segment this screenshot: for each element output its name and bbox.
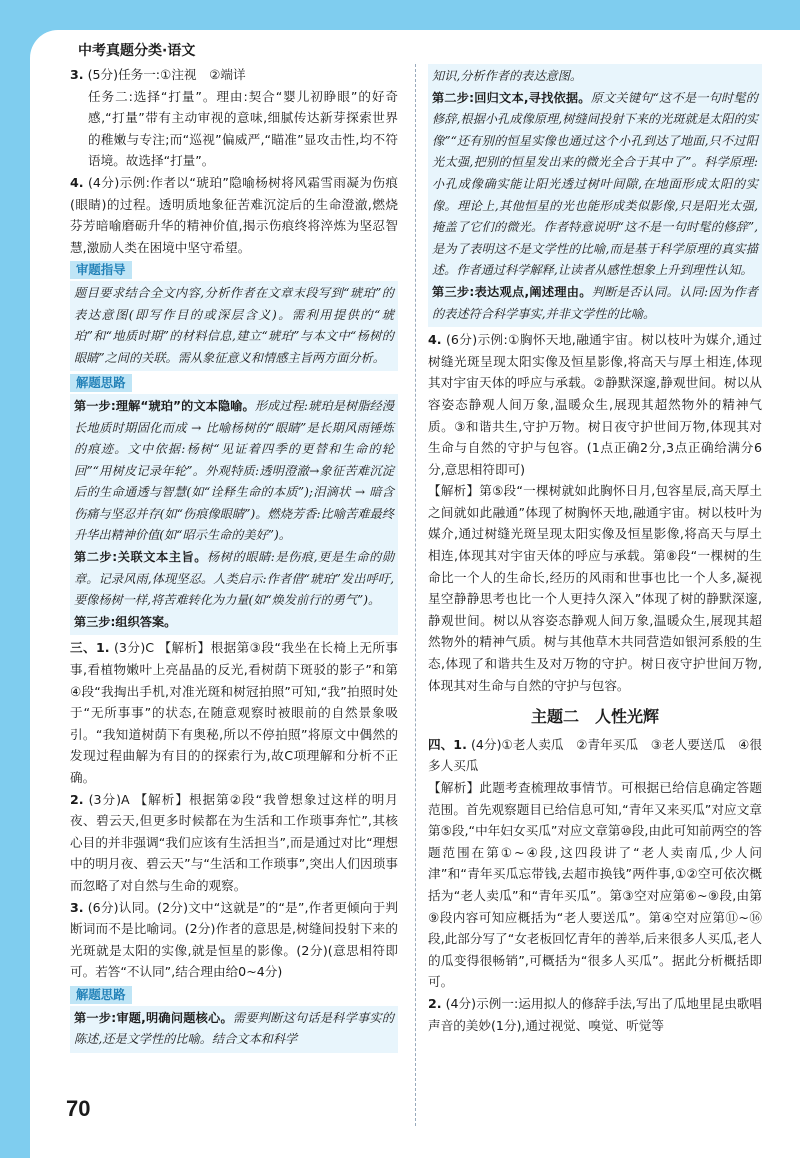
question-number: 3. xyxy=(70,899,84,915)
left-column xyxy=(70,64,398,1053)
steps-box xyxy=(70,1006,398,1053)
answer-text: (6分)示例:①胸怀天地,融通宇宙。树以枝叶为媒介,通过树缝光斑呈现太阳实像及恒星影像,将高天与厚土相连,体现其对宇宙天体的呼应与承载。②静默深邃,静观世间。树以从容姿态静观人间万象,温暖众生,展现其超然物外的精神气质。③和谐共生,守护万物。树日夜守护世间万物,体现其对生命与自然的守护与包容。(1点正确2分,3点正确给满分6分,意思相符即可) xyxy=(428,332,762,477)
guide-box: 题目要求结合全文内容,分析作者在文章末段写到“琥珀”的表达意图(即写作目的或深层含义)。需利用提供的“琥珀”和“地质时期”的材料信息,建立“琥珀”与本文中“杨树的眼睛”之间的关联。需从象征意义和情感主旨两方面分析。 xyxy=(70,281,398,371)
topic-title: 主题二 人性光辉 xyxy=(530,707,659,727)
question-number: 四、1. xyxy=(428,736,467,752)
step-text: 需要判断这句话是科学事实的陈述,还是文学性的比喻。结合文本和科学 xyxy=(74,1010,394,1047)
answer-text: (5分)任务一:①注视 ②端详 xyxy=(87,67,246,82)
steps-tag: 解题思路 xyxy=(70,986,132,1004)
question-number: 2. xyxy=(428,995,442,1011)
step-text: 杨树的眼睛:是伤痕,更是生命的勋章。记录风雨,体现坚忍。人类启示:作者借“琥珀”发出呼吁,要像杨树一样,将苦难转化为力量(如“焕发前行的勇气”)。 xyxy=(74,550,395,608)
answer-text: (4分)示例:作者以“琥珀”隐喻杨树将风霜雪雨凝为伤痕(眼睛)的过程。透明质地象征苦难沉淀后的生命澄澈,燃烧芬芳暗喻磨砺升华的精神价值,揭示伤痕终将淬炼为坚忍智慧,激励人类在困境中坚守希望。 xyxy=(70,174,398,255)
answer-item xyxy=(428,993,762,1036)
right-column xyxy=(428,64,762,1036)
question-number: 三、1. xyxy=(70,640,110,656)
answer-page xyxy=(30,30,800,1158)
step-text: 形成过程:琥珀是树脂经漫长地质时期固化而成 → 比喻杨树的“眼睛”是长期风雨锤炼的痕迹。文中依据:杨树“见证着四季的更替和生命的轮回”“用树皮记录年轮”。外观特质:透明澄澈→象征苦难沉淀后的生命通透与智慧(如“诠释生命的本质”);泪滴状 → 暗含伤痛与坚忍并存(如“伤痕像眼睛”)。燃烧芳香:比喻苦难最终升华出精神价值(如“昭示生命的美好”)。 xyxy=(74,398,394,543)
answer-item xyxy=(70,789,398,897)
column-divider xyxy=(415,64,416,1126)
answer-text: (3分)A 【解析】根据第②段“我曾想象过这样的明月夜、碧云天,但更多时候都在为生活和工作琐事奔忙”,其核心目的并非强调“我们应该有生活担当”,而是通过对比“理想中的明月夜、碧云天”与“生活和工作琐事”,突出人们因琐事而忽略了对自然与生命的观察。 xyxy=(70,791,398,893)
step-text: 知识,分析作者的表达意图。 xyxy=(432,69,583,83)
question-number: 4. xyxy=(428,332,442,348)
steps-box xyxy=(70,394,398,636)
step-title: 第三步:组织答案。 xyxy=(74,614,177,629)
step-title: 第二步:回归文本,寻找依据。 xyxy=(432,90,591,105)
answer-item xyxy=(428,329,762,480)
answer-item xyxy=(70,64,398,86)
answer-text: (4分)①老人卖瓜 ②青年买瓜 ③老人要送瓜 ④很多人买瓜 xyxy=(428,736,762,774)
answer-text: (6分)认同。(2分)文中“这就是”的“是”,作者更倾向于判断词而不是比喻词。(2分)作者的意思是,树缝间投射下来的光斑就是太阳的实像,就是恒星的影像。(2分)(意思相符即可。若答“不认同”,结合理由给0~4分) xyxy=(70,899,398,980)
step-text: 判断是否认同。认同:因为作者的表述符合科学事实,并非文学性的比喻。 xyxy=(432,284,758,321)
guide-tag: 审题指导 xyxy=(70,261,132,279)
answer-item xyxy=(70,637,398,788)
step-title: 第三步:表达观点,阐述理由。 xyxy=(432,284,592,299)
page-number: 70 xyxy=(66,1096,91,1121)
question-number: 3. xyxy=(70,67,84,82)
step-title: 第一步:理解“琥珀”的文本隐喻。 xyxy=(74,398,255,413)
answer-text: (4分)示例一:运用拟人的修辞手法,写出了瓜地里昆虫歌唱声音的美妙(1分),通过视觉、嗅觉、听觉等 xyxy=(428,995,762,1033)
step-title: 第一步:审题,明确问题核心。 xyxy=(74,1010,233,1025)
question-number: 4. xyxy=(70,174,84,190)
page-header-title: 中考真题分类·语文 xyxy=(78,43,196,59)
steps-box xyxy=(428,64,762,327)
answer-item xyxy=(70,897,398,983)
answer-text: (3分)C 【解析】根据第③段“我坐在长椅上无所事事,看植物嫩叶上亮晶晶的反光,看树荫下斑驳的影子”和第④段“我掏出手机,对准光斑和树冠拍照”可知,“我”拍照时处于“无所事事”的状态,在随意观察时被眼前的自然景象吸引。“我知道树荫下有奥秘,所以不停拍照”将原文中偶然的发现过程曲解为有目的的探索行为,故C项理解和分析不正确。 xyxy=(70,640,398,785)
step-text: 原文关键句“这不是一句时髦的修辞,根据小孔成像原理,树缝间投射下来的光斑就是太阳的实像”“还有别的恒星实像也通过这个小孔到达了地面,只不过阳光太强,把别的恒星发出来的微光全合于其中了”。科学原理:小孔成像确实能让阳光透过树叶间隙,在地面形成太阳的实像。理论上,其他恒星的光也能形成类似影像,只是阳光太强,掩盖了它们的微光。作者特意说明“这不是一句时髦的修辞”,是为了表明这不是文学性的比喻,而是基于科学原理的真实描述。作者通过科学解释,让读者从感性想象上升到理性认知。 xyxy=(432,90,758,278)
question-number: 2. xyxy=(70,791,84,807)
analysis-text: 【解析】此题考查梳理故事情节。可根据已给信息确定答题范围。首先观察题目已给信息可知,“青年又来买瓜”对应文章第⑤段,“中年妇女买瓜”对应文章第⑩段,由此可知前两空的答题范围在第①~④段,这四段讲了“老人卖南瓜,少人问津”和“青年买瓜忘带钱,去超市换钱”两件事,①②空可依次概括为“老人卖瓜”和“青年买瓜”。第③空对应第⑥~⑨段,由第⑨段内容可知应概括为“老人要送瓜”。第④空对应第⑪~⑯段,此部分写了“女老板回忆青年的善举,后来很多人买瓜,老人的瓜变得很畅销”,可概括为“很多人买瓜”。据此分析概括即可。 xyxy=(428,780,762,990)
answer-item xyxy=(70,172,398,258)
answer-text: 任务二:选择“打量”。理由:契合“婴儿初睁眼”的好奇感,“打量”带有主动审视的意味,细腻传达新芽探索世界的稚嫩与专注;而“巡视”偏威严,“瞄准”显攻击性,均不符语境。故选择“打量”。 xyxy=(88,88,398,169)
analysis-text: 【解析】第⑤段“一棵树就如此胸怀日月,包容星辰,高天厚土之间就如此融通”体现了树胸怀天地,融通宇宙。树以枝叶为媒介,通过树缝光斑呈现太阳实像及恒星影像,将高天与厚土相连,体现其对宇宙天体的呼应与承载。第⑧段“一棵树的生命比一个人的生命长,经历的风雨和世事也比一个人多,凝视星空静静思考也比一个人更持久深入”体现了树的静默深邃,静观世间。树以从容姿态静观人间万象,温暖众生,展现其超然物外的精神气质。树与其他草木共同营造如银河系般的生态,体现了和谐共生及对万物的守护。树日夜守护世间万物,体现其对生命与自然的守护与包容。 xyxy=(428,483,762,693)
answer-item xyxy=(428,734,762,777)
step-title: 第二步:关联文本主旨。 xyxy=(74,550,207,565)
steps-tag: 解题思路 xyxy=(70,374,132,392)
